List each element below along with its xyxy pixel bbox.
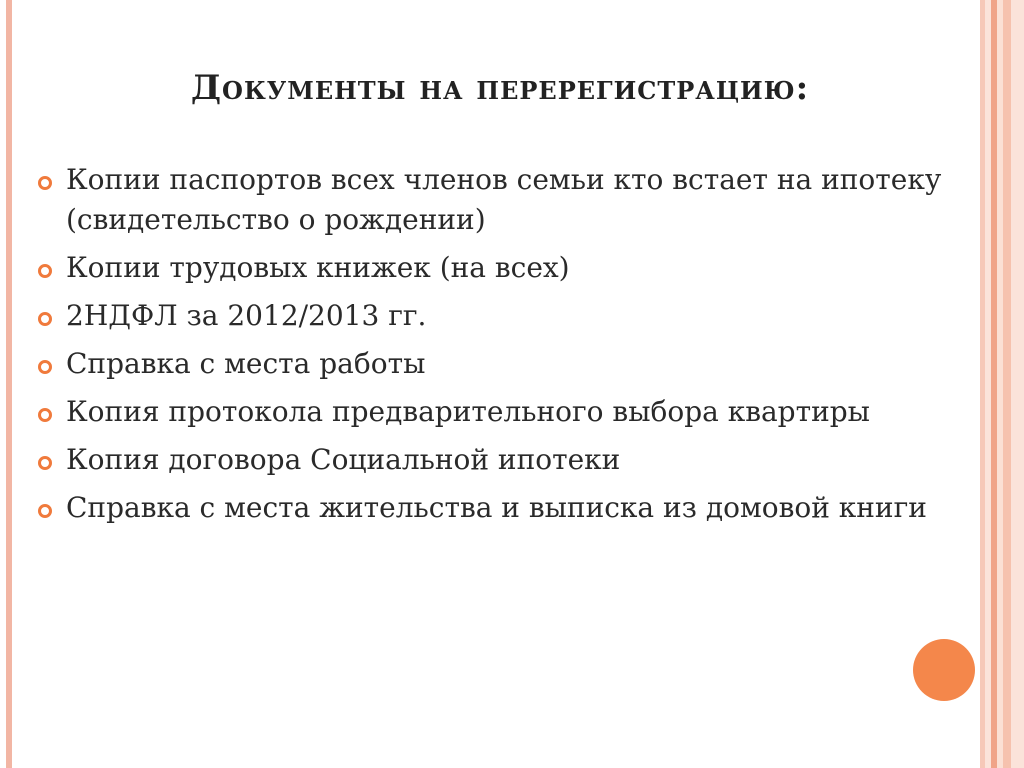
slide-title: Документы на перерегистрацию: (190, 68, 810, 108)
list-item (38, 248, 958, 288)
list-item-text: Копии паспортов всех членов семьи кто встает на ипотеку (свидетельство о рождении) (66, 163, 942, 236)
list-item (38, 392, 958, 432)
bullet-icon (38, 456, 52, 470)
bullet-list (38, 160, 958, 536)
list-item (38, 440, 958, 480)
right-border-stripe (1011, 0, 1024, 768)
list-item (38, 296, 958, 336)
list-item-text: Копии трудовых книжек (на всех) (66, 251, 570, 284)
list-item (38, 488, 958, 528)
right-border-stripe (1003, 0, 1011, 768)
bullet-icon (38, 360, 52, 374)
list-item-text: Копия договора Социальной ипотеки (66, 443, 621, 476)
left-border-stripe (6, 0, 12, 768)
bullet-icon (38, 408, 52, 422)
list-item-text: Копия протокола предварительного выбора квартиры (66, 395, 870, 428)
bullet-icon (38, 504, 52, 518)
decorative-circle-icon (913, 639, 975, 701)
bullet-icon (38, 176, 52, 190)
bullet-icon (38, 312, 52, 326)
list-item (38, 344, 958, 384)
list-item-text: 2НДФЛ за 2012/2013 гг. (66, 299, 427, 332)
list-item-text: Справка с места работы (66, 347, 426, 380)
list-item-text: Справка с места жительства и выписка из домовой книги (66, 491, 927, 524)
bullet-icon (38, 264, 52, 278)
list-item (38, 160, 958, 240)
